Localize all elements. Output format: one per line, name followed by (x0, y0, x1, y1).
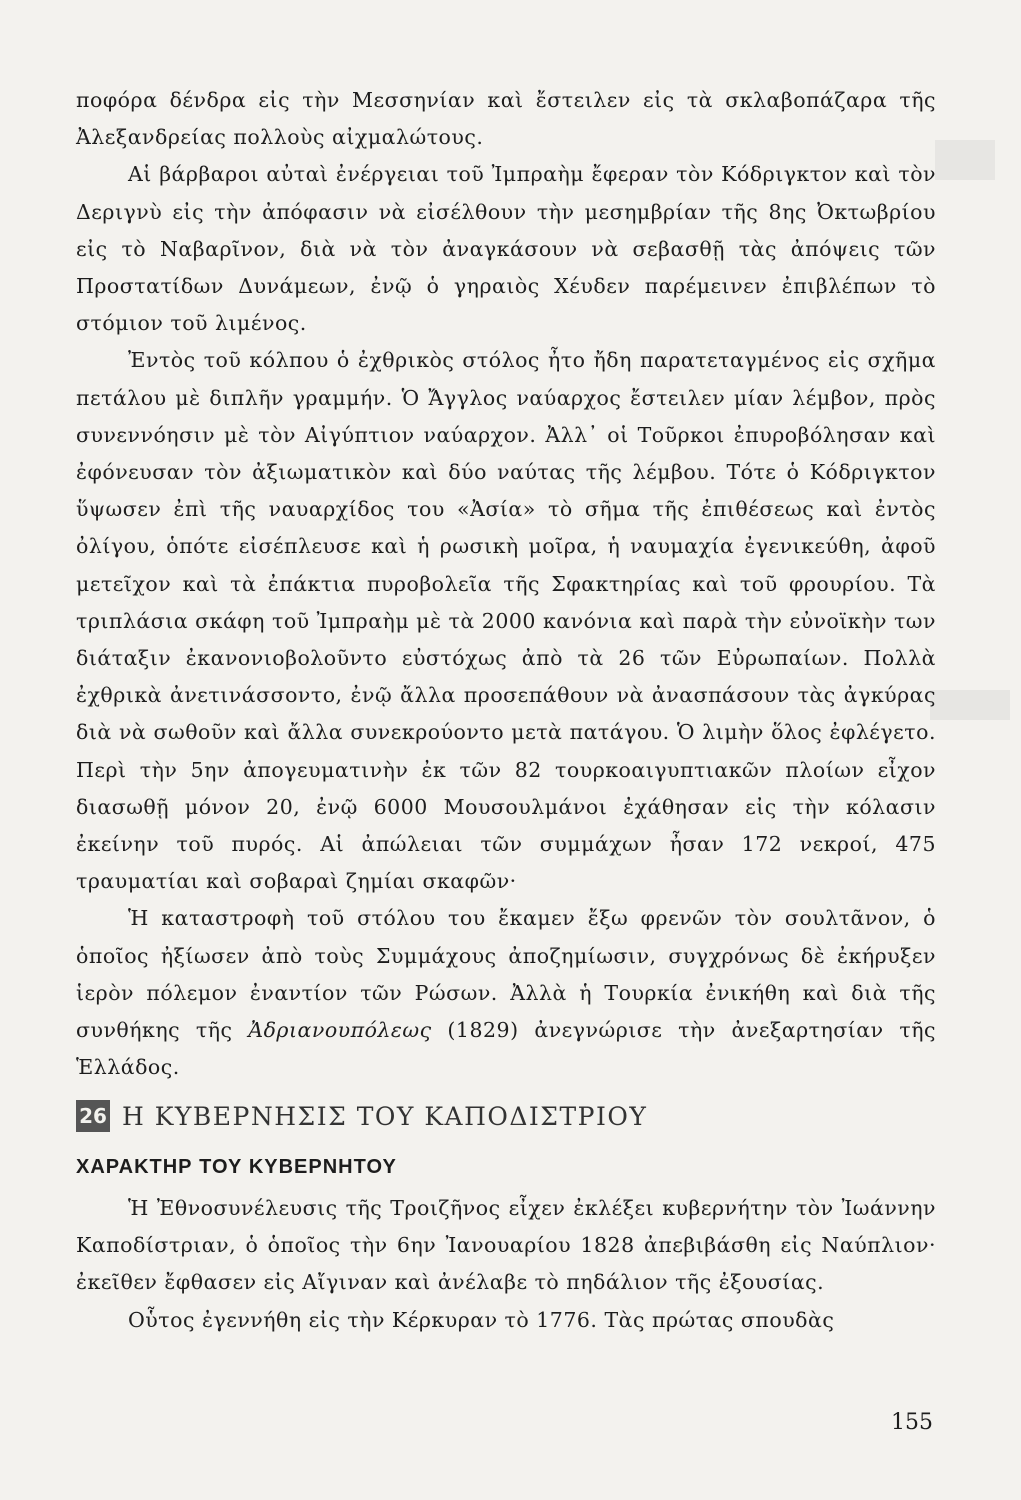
section-number-badge: 26 (76, 1100, 110, 1132)
section-title: Η ΚΥΒΕΡΝΗΣΙΣ ΤΟΥ ΚΑΠΟΔΙΣΤΡΙΟΥ (122, 1101, 648, 1131)
main-text (76, 82, 936, 1086)
paragraph (76, 900, 936, 1086)
scan-smudge (930, 690, 1010, 720)
paragraph: Οὗτος ἐγεννήθη εἰς τὴν Κέρκυραν τὸ 1776. Τὰς πρώτας σπουδὰς (128, 1307, 835, 1332)
paragraph-text-end: (1829) ἀνεγνώρισε τὴν ἀνεξαρτησίαν τῆς Ἑλλάδος. (76, 1018, 936, 1080)
section-heading (76, 1098, 936, 1134)
scan-smudge (935, 140, 995, 180)
paragraph: Αἱ βάρβαροι αὐταὶ ἐνέργειαι τοῦ Ἰμπραὴμ ἔφεραν τὸν Κόδριγκτον καὶ τὸν Δεριγνὺ εἰς τὴν ἀπόφασιν νὰ εἰσέλθουν τὴν μεσημβρίαν τῆς 8ης Ὀκτωβρίου εἰς τὸ Ναβαρῖνον, διὰ νὰ τὸν ἀναγκάσουν νὰ σεβασθῇ τὰς ἀπόψεις τῶν Προστατίδων Δυνάμεων, ἐνῷ ὁ γηραιὸς Χέυδεν παρέμεινεν ἐπιβλέπων τὸ στόμιον τοῦ λιμένος. (76, 162, 936, 336)
paragraph: ποφόρα δένδρα εἰς τὴν Μεσσηνίαν καὶ ἔστειλεν εἰς τὰ σκλαβοπάζαρα τῆς Ἀλεξανδρείας πολλοὺς αἰχμαλώτους. (76, 88, 936, 150)
treaty-name: Ἀδριανουπόλεως (248, 1018, 432, 1043)
paragraph: Ἐντὸς τοῦ κόλπου ὁ ἐχθρικὸς στόλος ἦτο ἤδη παρατεταγμένος εἰς σχῆμα πετάλου μὲ διπλῆν γραμμήν. Ὁ Ἄγγλος ναύαρχος ἔστειλεν μίαν λέμβον, πρὸς συνεννόησιν μὲ τὸν Αἰγύπτιον ναύαρχον. Ἀλλ᾽ οἱ Τοῦρκοι ἐπυροβόλησαν καὶ ἐφόνευσαν τὸν ἀξιωματικὸν καὶ δύο ναύτας τῆς λέμβου. Τότε ὁ Κόδριγκτον ὕψωσεν ἐπὶ τῆς ναυαρχίδος του «Ἀσία» τὸ σῆμα τῆς ἐπιθέσεως καὶ ἐντὸς ὀλίγου, ὁπότε εἰσέπλευσε καὶ ἡ ρωσικὴ μοῖρα, ἡ ναυμαχία ἐγενικεύθη, ἀφοῦ μετεῖχον καὶ τὰ ἐπάκτια πυροβολεῖα τῆς Σφακτηρίας καὶ τοῦ φρουρίου. Τὰ τριπλάσια σκάφη τοῦ Ἰμπραὴμ μὲ τὰ 2000 κανόνια καὶ παρὰ τὴν εὐνοϊκὴν των διάταξιν ἐκανονιοβολοῦντο εὐστόχως ἀπὸ τὰ 26 τῶν Εὐρωπαίων. Πολλὰ ἐχθρικὰ ἀνετινάσσοντο, ἐνῷ ἄλλα προσεπάθουν νὰ ἀνασπάσουν τὰς ἀγκύρας διὰ νὰ σωθοῦν καὶ ἄλλα συνεκρούοντο μετὰ πατάγου. Ὁ λιμὴν ὅλος ἐφλέγετο. Περὶ τὴν 5ην ἀπογευματινὴν ἐκ τῶν 82 τουρκοαιγυπτιακῶν πλοίων εἶχον διασωθῇ μόνον 20, ἐνῷ 6000 Μουσουλμάνοι ἐχάθησαν εἰς τὴν κόλασιν ἐκείνην τοῦ πυρός. Αἱ ἀπώλειαι τῶν συμμάχων ἦσαν 172 νεκροί, 475 τραυματίαι καὶ σοβαραὶ ζημίαι σκαφῶν· (76, 348, 936, 894)
subsection-title: ΧΑΡΑΚΤΗΡ ΤΟΥ ΚΥΒΕΡΝΗΤΟΥ (76, 1156, 397, 1178)
page-number: 155 (891, 1410, 933, 1435)
paragraph-text: Ἡ καταστροφὴ τοῦ στόλου του ἔκαμεν ἔξω φρενῶν τὸν σουλτᾶνον, ὁ ὁποῖος ἠξίωσεν ἀπὸ τοὺς Συμμάχους ἀποζημίωσιν, συγχρόνως δὲ ἐκήρυξεν ἱερὸν πόλεμον ἐναντίον τῶν Ρώσων. Ἀλλὰ ἡ Τουρκία ἐνικήθη καὶ διὰ τῆς συνθήκης τῆς (76, 906, 936, 1043)
subsection-text (76, 1190, 936, 1339)
paragraph: Ἡ Ἐθνοσυνέλευσις τῆς Τροιζῆνος εἶχεν ἐκλέξει κυβερνήτην τὸν Ἰωάννην Καποδίστριαν, ὁ ὁποῖος τὴν 6ην Ἰανουαρίου 1828 ἀπεβιβάσθη εἰς Ναύπλιον· ἐκεῖθεν ἔφθασεν εἰς Αἴγιναν καὶ ἀνέλαβε τὸ πηδάλιον τῆς ἐξουσίας. (76, 1196, 936, 1295)
